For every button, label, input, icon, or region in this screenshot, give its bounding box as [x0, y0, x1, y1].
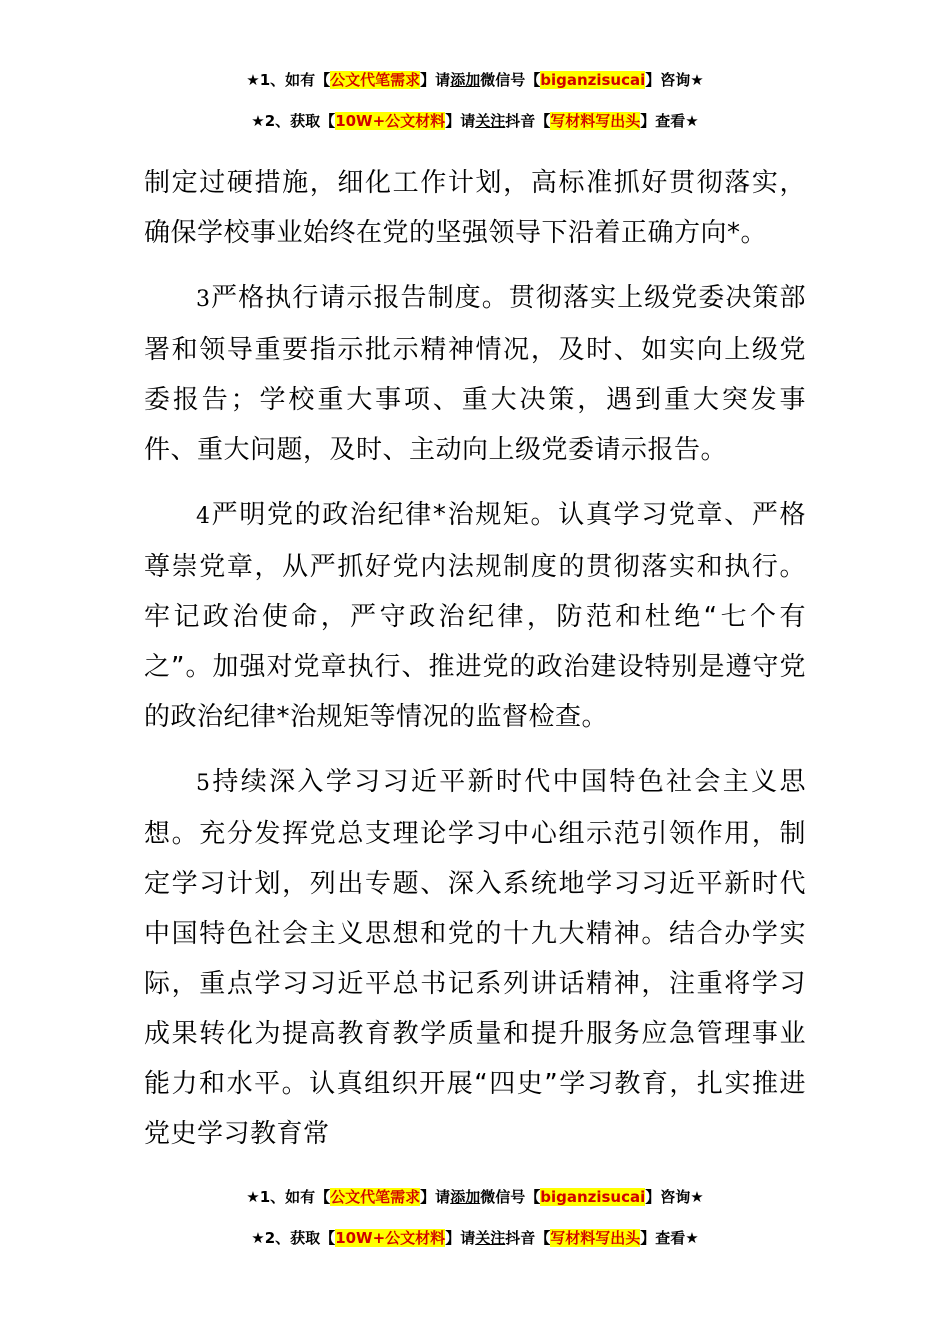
banner-text: 】请: [420, 71, 451, 89]
paragraph-text: 严明党的政治纪律*治规矩。认真学习党章、严格尊崇党章，从严抓好党内法规制度的贯彻落实和执行。牢记政治使命，严守政治纪律，防范和杜绝“七个有之”。加强对党章执行、推进党的政治建设特别是遵守党的政治纪律*治规矩等情况的监督检查。: [144, 500, 806, 732]
paragraph-4: [144, 490, 806, 742]
banner-underlined-text: 添加: [450, 71, 481, 89]
banner-highlight: 公文代笔需求: [330, 1188, 421, 1206]
banner-highlight: 公文代笔需求: [330, 71, 421, 89]
banner-highlight: 10W+公文材料: [335, 112, 446, 130]
paragraph-number: 3: [196, 287, 211, 312]
banner-underlined-text: 关注: [475, 1229, 506, 1247]
banner-underlined-text: 关注: [475, 112, 506, 130]
banner-highlight: 写材料写出头: [550, 1229, 641, 1247]
banner-text: 】请: [420, 1188, 451, 1206]
paragraph-text: 持续深入学习习近平新时代中国特色社会主义思想。充分发挥党总支理论学习中心组示范引领作用，制定学习计划，列出专题、深入系统地学习习近平新时代中国特色社会主义思想和党的十九大精神。结合办学实际，重点学习习近平总书记系列讲话精神，注重将学习成果转化为提高教育教学质量和提升服务应急管理事业能力和水平。认真组织开展“四史”学习教育，扎实推进党史学习教育常: [144, 767, 806, 1149]
banner-underlined-text: 添加: [450, 1188, 481, 1206]
banner-text: ★1、如有【: [246, 1188, 331, 1206]
banner-highlight: biganzisucai: [540, 71, 646, 89]
banner-text: 微信号【: [480, 71, 541, 89]
banner-text: 】查看★: [640, 112, 699, 130]
header-banner-line-1: [0, 70, 950, 90]
document-body: [144, 158, 806, 1159]
paragraph-3: [144, 273, 806, 475]
paragraph-number: 5: [196, 771, 211, 796]
banner-text: 微信号【: [480, 1188, 541, 1206]
banner-text: 】咨询★: [645, 71, 704, 89]
banner-text: 】请: [445, 112, 476, 130]
banner-highlight: 写材料写出头: [550, 112, 641, 130]
banner-highlight: 10W+公文材料: [335, 1229, 446, 1247]
banner-text: ★2、获取【: [251, 1229, 336, 1247]
banner-text: 】咨询★: [645, 1188, 704, 1206]
header-banner-line-2: [0, 111, 950, 131]
banner-text: 】查看★: [640, 1229, 699, 1247]
banner-highlight: biganzisucai: [540, 1188, 646, 1206]
paragraph-number: 4: [196, 504, 211, 529]
paragraph-continuation: 制定过硬措施，细化工作计划，高标准抓好贯彻落实，确保学校事业始终在党的坚强领导下沿着正确方向*。: [144, 168, 806, 248]
paragraph-text: 严格执行请示报告制度。贯彻落实上级党委决策部署和领导重要指示批示精神情况，及时、如实向上级党委报告；学校重大事项、重大决策，遇到重大突发事件、重大问题，及时、主动向上级党委请示报告。: [144, 283, 806, 465]
banner-text: 抖音【: [505, 1229, 551, 1247]
banner-text: 】请: [445, 1229, 476, 1247]
paragraph-5: [144, 757, 806, 1159]
banner-text: ★1、如有【: [246, 71, 331, 89]
banner-text: 抖音【: [505, 112, 551, 130]
footer-banner-line-1: [0, 1187, 950, 1207]
footer-banner-line-2: [0, 1228, 950, 1248]
banner-text: ★2、获取【: [251, 112, 336, 130]
